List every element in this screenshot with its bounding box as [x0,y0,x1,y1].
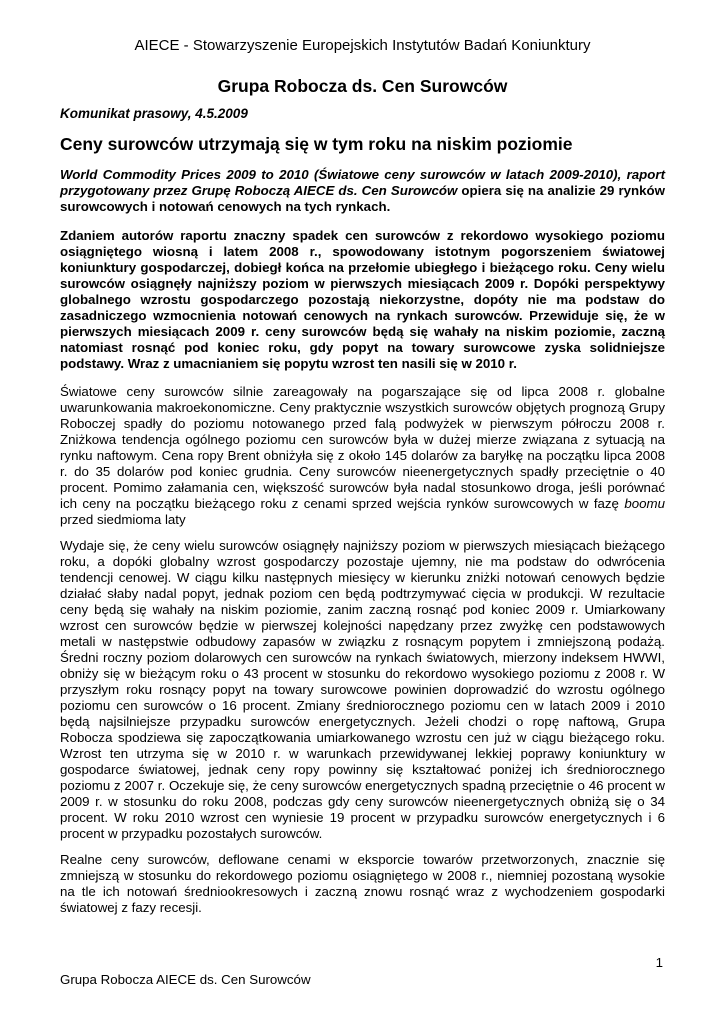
association-header: AIECE - Stowarzyszenie Europejskich Instytutów Badań Koniunktury [134,37,591,54]
body-paragraph-1 [60,384,665,528]
body-paragraph-3: Realne ceny surowców, deflowane cenami w eksporcie towarów przetworzonych, znacznie się zmniejszą w stosunku do rekordowego poziomu osiągniętego w 2008 r., niemniej pozostaną wysokie na tle ich notowań średniookresowych i zaczną znowu rosnąć wraz z wychodzeniem gospodarki światowej z fazy recesji. [60,852,665,915]
report-title: World Commodity Prices 2009 to 2010 (Światowe ceny surowców w latach 2009-2010), raport przygotowany przez Grupę Roboczą AIECE ds. Cen Surowców [60,167,665,198]
headline: Ceny surowców utrzymają się w tym roku na niskim poziomie [60,134,573,154]
boom-term: boomu [624,496,665,511]
body-paragraph-1-text: Światowe ceny surowców silnie zareagowały na pogarszające się od lipca 2008 r. globalne uwarunkowania makroekonomiczne. Ceny praktycznie wszystkich surowców objętych prognozą Grupy Roboczej spadły do poziomu notowanego przed falą podwyżek w pierwszym półroczu 2008 r. Zniżkowa tendencja ogólnego poziomu cen surowców była w dużej mierze związana z sytuacją na rynku naftowym. Cena ropy Brent obniżyła się z około 145 dolarów za baryłkę na początku lipca 2008 r. do 35 dolarów pod koniec grudnia. Ceny surowców nieenergetycznych spadły przeciętnie o 40 procent. Pomimo załamania cen, większość surowców była nadal stosunkowo droga, jeśli porównać ich ceny na początku bieżącego roku z cenami sprzed wejścia rynków surowcowych w fazę [60,384,665,511]
lead-paragraph-text: opiera się na analizie 29 rynków surowcowych i notowań cenowych na tych rynkach. [60,183,665,214]
summary-paragraph: Zdaniem autorów raportu znaczny spadek cen surowców z rekordowo wysokiego poziomu osiągniętego wiosną i latem 2008 r., spowodowany istotnym pogorszeniem światowej koniunktury gospodarczej, dobiegł końca na przełomie ubiegłego i bieżącego roku. Ceny wielu surowców osiągnęły najniższy poziom w pierwszych miesiącach 2009 r. Dopóki perspektywy globalnego wzrostu gospodarczego pozostają niekorzystne, dopóty nie ma podstaw do zasadniczego wzmocnienia notowań cenowych na rynkach surowców. Przewiduje się, że w pierwszych miesiącach 2009 r. ceny surowców będą się wahały na niskim poziomie, zaczną natomiast rosnąć pod koniec roku, gdy popyt na towary surowcowe zyska solidniejsze podstawy. Wraz z umacnianiem się popytu wzrost ten nasili się w 2010 r. [60,228,665,371]
working-group-title: Grupa Robocza ds. Cen Surowców [217,76,508,96]
body-paragraph-1-end: przed siedmioma laty [60,512,186,527]
press-release-dateline: Komunikat prasowy, 4.5.2009 [60,106,248,121]
body-paragraph-2: Wydaje się, że ceny wielu surowców osiągnęły najniższy poziom w pierwszych miesiącach bieżącego roku, a dopóki globalny wzrost gospodarczy pozostaje ujemny, nie ma podstaw do odwrócenia tendencji cenowej. W ciągu kilku następnych miesięcy w kierunku zniżki notowań cenowych będzie działać słaby nadal popyt, jednak poziom cen będą podtrzymywać cięcia w produkcji. W rezultacie ceny będą się wahały na niskim poziomie, zanim zaczną rosnąć pod koniec 2009 r. Umiarkowany wzrost cen surowców będzie w pierwszej kolejności napędzany przez zwyżkę cen podstawowych metali w następstwie odbudowy zapasów w związku z rosnącym popytem i zmniejszoną podażą. Średni roczny poziom dolarowych cen surowców na rynkach światowych, mierzony indeksem HWWI, obniży się w bieżącym roku o 43 procent w stosunku do rekordowo wysokiego poziomu z 2008 r. W przyszłym roku rosnący popyt na towary surowcowe powinien doprowadzić do wzrostu ogólnego poziomu cen surowców o 16 procent. Zmiany średniorocznego poziomu cen w latach 2009 i 2010 będą najsilniejsze przypadku surowców energetycznych. Jeżeli chodzi o ropę naftową, Grupa Robocza spodziewa się zapoczątkowania umiarkowanego wzrostu cen już w ciągu bieżącego roku. Wzrost ten utrzyma się w 2010 r. w warunkach przewidywanej lekkiej poprawy koniunktury w gospodarce światowej, jednak ceny ropy powinny się kształtować poniżej ich średniorocznego poziomu z 2007 r. Oczekuje się, że ceny surowców energetycznych spadną przeciętnie o 46 procent w 2009 r. w stosunku do roku 2008, podczas gdy ceny surowców nieenergetycznych obniżą się o 34 procent. W roku 2010 wzrost cen wyniesie 19 procent w przypadku surowców energetycznych i 6 procent w przypadku pozostałych surowców. [60,538,665,841]
lead-paragraph [60,167,665,215]
footer-text: Grupa Robocza AIECE ds. Cen Surowców [60,972,311,987]
page-number: 1 [655,955,663,970]
